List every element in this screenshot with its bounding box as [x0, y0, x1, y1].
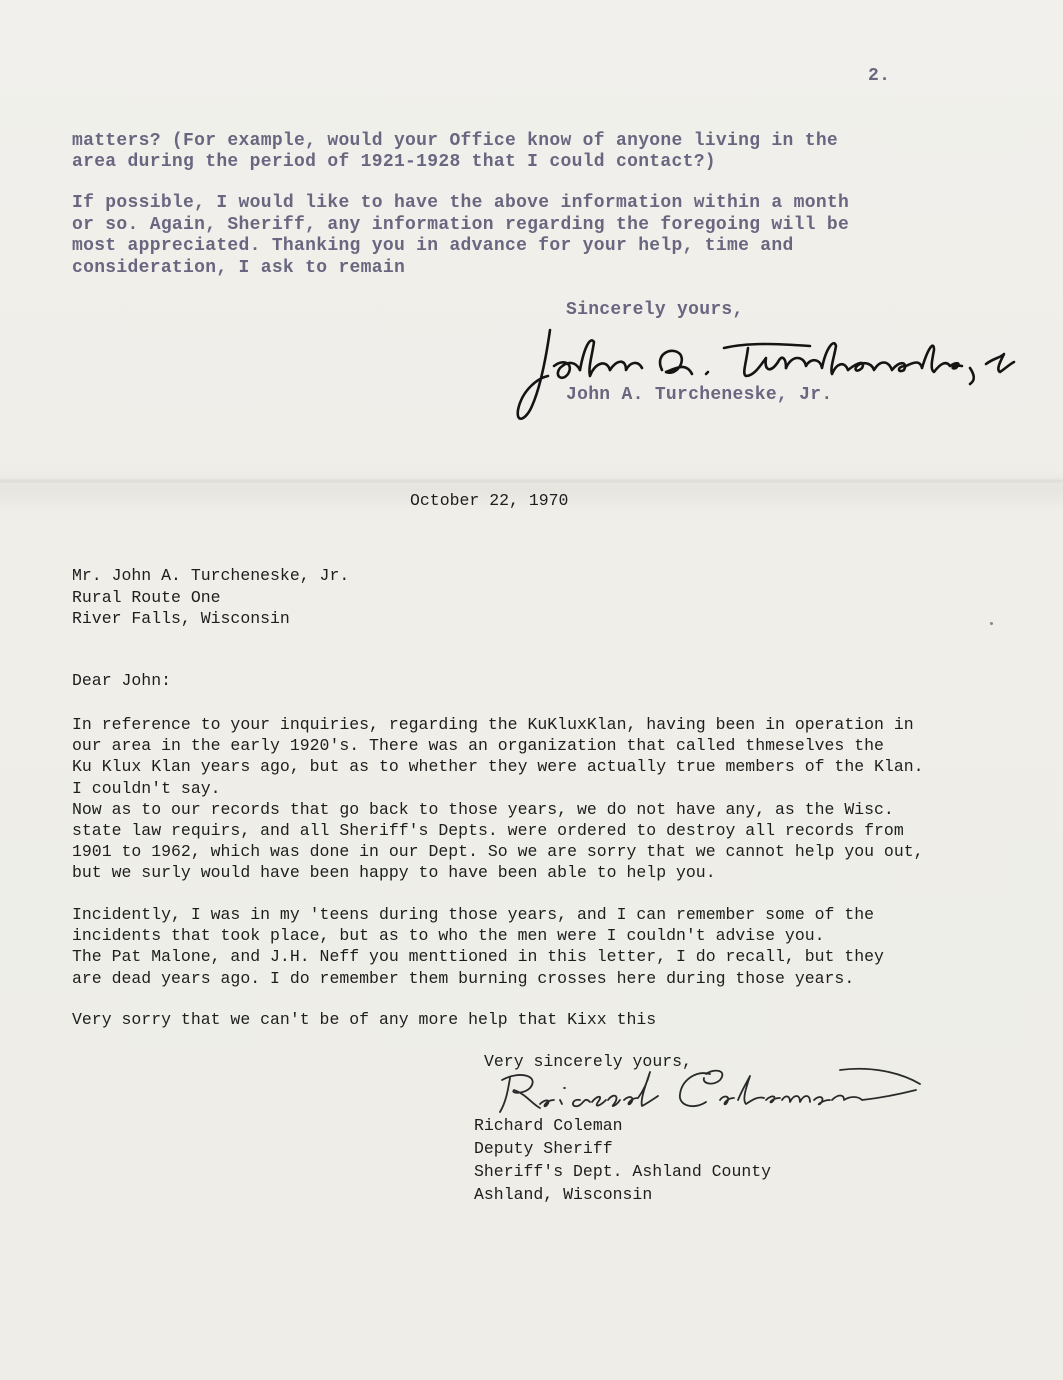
text-line: consideration, I ask to remain — [72, 257, 406, 278]
text-line: Sheriff's Dept. Ashland County — [474, 1162, 772, 1181]
text-line: Now as to our records that go back to those years, we do not have any, as the Wisc. — [72, 799, 894, 819]
text-line: area during the period of 1921-1928 that I could contact?) — [72, 152, 716, 172]
text-line: If possible, I would like to have the above information within a month — [72, 193, 850, 213]
text-line: or so. Again, Sheriff, any information regarding the foregoing will be — [72, 214, 850, 235]
letter1-paragraph-1 — [72, 131, 838, 173]
text-line: incidents that took place, but as to who the men were I couldn't advise you. — [72, 926, 825, 946]
text-line: Rural Route One — [72, 587, 221, 607]
letter1-typed-name: John A. Turcheneske, Jr. — [566, 385, 833, 405]
text-line: Incidently, I was in my 'teens during those years, and I can remember some of the — [72, 905, 875, 924]
text-line: matters? (For example, would your Office know of anyone living in the — [72, 131, 839, 151]
letter2-body-3: Very sorry that we can't be of any more help that Kixx this — [72, 1010, 657, 1029]
text-line: Ashland, Wisconsin — [474, 1185, 653, 1204]
letter1-closing: Sincerely yours, — [566, 300, 744, 320]
text-line: The Pat Malone, and J.H. Neff you menttioned in this letter, I do recall, but they — [72, 947, 884, 967]
signature-block — [474, 1114, 771, 1206]
text-line: River Falls, Wisconsin — [72, 609, 290, 628]
letter2-body-1 — [72, 714, 924, 884]
page-number: 2. — [868, 66, 891, 86]
letter2-body-2 — [72, 904, 884, 989]
text-line: our area in the early 1920's. There was an organization that called thmeselves the — [72, 736, 884, 756]
signature-turcheneske — [510, 318, 1030, 428]
text-line: In reference to your inquiries, regarding the KuKluxKlan, having been in operation in — [72, 715, 914, 734]
paper-fold — [0, 478, 1063, 484]
text-line: 1901 to 1962, which was done in our Dept. So we are sorry that we cannot help you out, — [72, 842, 924, 862]
paper-smudge — [990, 622, 993, 625]
letter2-closing: Very sincerely yours, — [484, 1052, 692, 1071]
text-line: Mr. John A. Turcheneske, Jr. — [72, 566, 350, 585]
text-line: but we surly would have been happy to have been able to help you. — [72, 863, 716, 883]
letter2-date: October 22, 1970 — [410, 491, 569, 510]
text-line: Richard Coleman — [474, 1116, 623, 1135]
recipient-address — [72, 565, 349, 630]
signature-coleman — [480, 1060, 930, 1120]
text-line: are dead years ago. I do remember them burning crosses here during those years. — [72, 968, 855, 988]
text-line: Deputy Sheriff — [474, 1139, 613, 1158]
text-line: most appreciated. Thanking you in advance for your help, time and — [72, 236, 794, 256]
text-line: Ku Klux Klan years ago, but as to whether they were actually true members of the Klan. — [72, 757, 924, 777]
letter1-paragraph-2 — [72, 193, 849, 279]
salutation: Dear John: — [72, 671, 172, 690]
text-line: I couldn't say. — [72, 778, 221, 798]
text-line: state law requirs, and all Sheriff's Depts. were ordered to destroy all records from — [72, 821, 904, 841]
